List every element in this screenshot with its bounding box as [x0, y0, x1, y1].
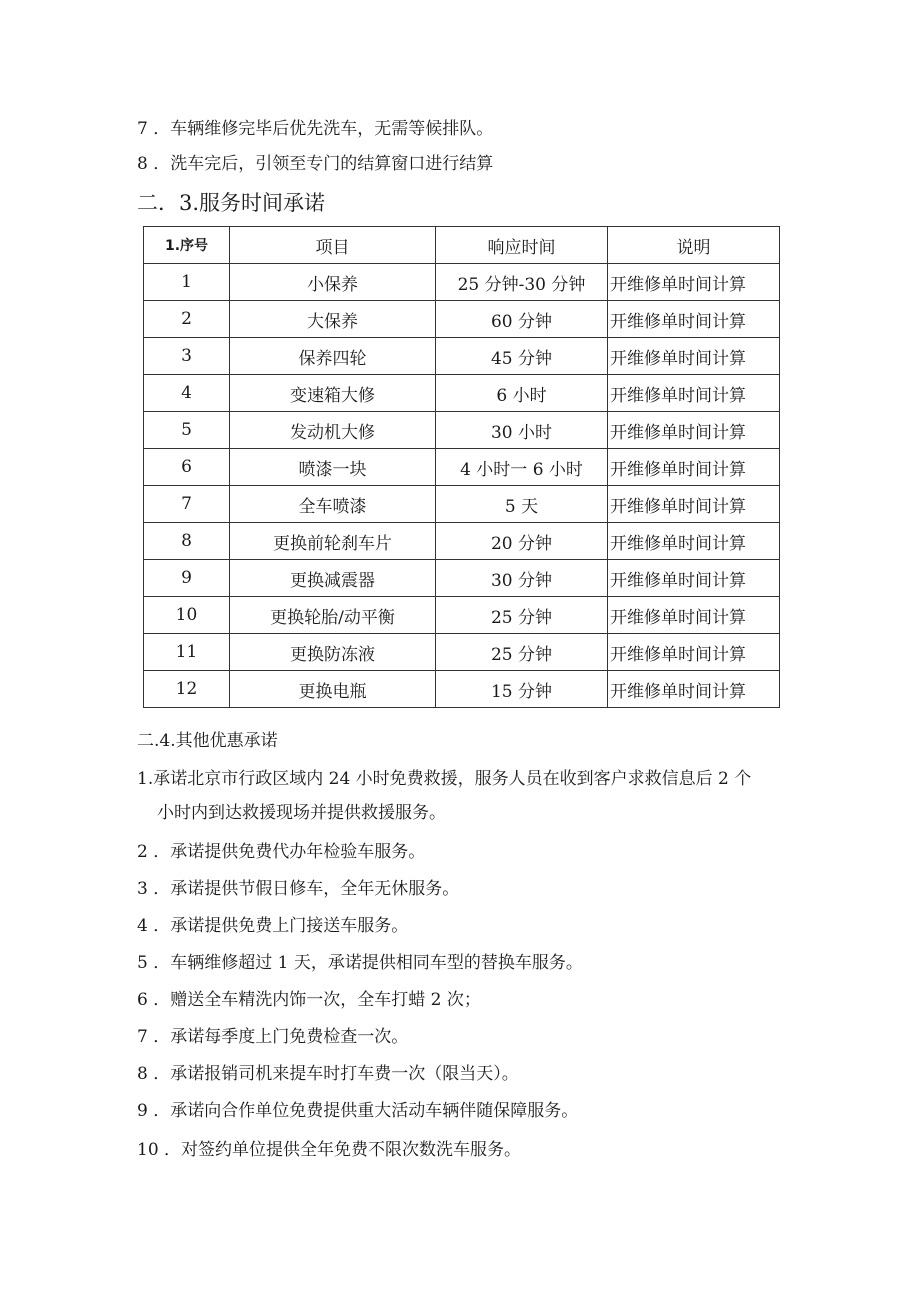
- cell-no: 12: [144, 671, 230, 708]
- cell-note: 开维修单时间计算: [608, 560, 780, 597]
- cell-time: 45 分钟: [436, 338, 608, 375]
- cell-item: 小保养: [230, 264, 436, 301]
- table-row: [144, 486, 780, 523]
- cell-time: 20 分钟: [436, 523, 608, 560]
- cell-no: 6: [144, 449, 230, 486]
- cell-time: 6 小时: [436, 375, 608, 412]
- offer-item: 2 ．承诺提供免费代办年检验车服务。: [137, 842, 426, 862]
- cell-no: 10: [144, 597, 230, 634]
- cell-time: 5 天: [436, 486, 608, 523]
- cell-item: 更换减震器: [230, 560, 436, 597]
- offer-item: 10 ．对签约单位提供全年免费不限次数洗车服务。: [137, 1140, 522, 1160]
- cell-note: 开维修单时间计算: [608, 634, 780, 671]
- table-row: [144, 523, 780, 560]
- cell-note: 开维修单时间计算: [608, 449, 780, 486]
- cell-no: 9: [144, 560, 230, 597]
- offer-item-continuation: 小时内到达救援现场并提供救援服务。: [157, 803, 446, 823]
- offer-item: 7 ．承诺每季度上门免费检查一次。: [137, 1027, 409, 1047]
- cell-note: 开维修单时间计算: [608, 412, 780, 449]
- table-row: [144, 597, 780, 634]
- offer-item: 8 ．承诺报销司机来提车时打车费一次（限当天）。: [137, 1064, 519, 1084]
- cell-time: 30 分钟: [436, 560, 608, 597]
- service-time-table: [143, 226, 780, 708]
- cell-note: 开维修单时间计算: [608, 301, 780, 338]
- offer-item: 3 ．承诺提供节假日修车，全年无休服务。: [137, 879, 460, 899]
- table-row: [144, 264, 780, 301]
- cell-note: 开维修单时间计算: [608, 264, 780, 301]
- cell-no: 11: [144, 634, 230, 671]
- offer-item: 4 ．承诺提供免费上门接送车服务。: [137, 916, 409, 936]
- cell-item: 更换前轮刹车片: [230, 523, 436, 560]
- cell-time: 25 分钟-30 分钟: [436, 264, 608, 301]
- table-row: [144, 671, 780, 708]
- table-row: [144, 634, 780, 671]
- cell-time: 30 小时: [436, 412, 608, 449]
- cell-no: 5: [144, 412, 230, 449]
- table-row: [144, 338, 780, 375]
- cell-note: 开维修单时间计算: [608, 338, 780, 375]
- cell-note: 开维修单时间计算: [608, 671, 780, 708]
- cell-note: 开维修单时间计算: [608, 597, 780, 634]
- table-row: [144, 449, 780, 486]
- cell-no: 8: [144, 523, 230, 560]
- cell-time: 60 分钟: [436, 301, 608, 338]
- cell-no: 7: [144, 486, 230, 523]
- cell-note: 开维修单时间计算: [608, 523, 780, 560]
- section-title-other-offers: 二.4.其他优惠承诺: [137, 731, 278, 751]
- cell-no: 3: [144, 338, 230, 375]
- cell-item: 更换防冻液: [230, 634, 436, 671]
- table-row: [144, 412, 780, 449]
- header-item: 项目: [230, 227, 436, 264]
- offer-item: 9 ．承诺向合作单位免费提供重大活动车辆伴随保障服务。: [137, 1101, 579, 1121]
- header-note: 说明: [608, 227, 780, 264]
- offer-item: 6 ．赠送全车精洗内饰一次，全车打蜡 2 次；: [137, 990, 481, 1010]
- offer-item: 5 ．车辆维修超过 1 天，承诺提供相同车型的替换车服务。: [137, 953, 583, 973]
- offer-item: 1.承诺北京市行政区域内 24 小时免费救援，服务人员在收到客户求救信息后 2 个: [137, 769, 752, 789]
- cell-item: 保养四轮: [230, 338, 436, 375]
- header-response-time: 响应时间: [436, 227, 608, 264]
- table-header-row: [144, 227, 780, 264]
- cell-item: 发动机大修: [230, 412, 436, 449]
- cell-no: 4: [144, 375, 230, 412]
- cell-item: 变速箱大修: [230, 375, 436, 412]
- table-row: [144, 301, 780, 338]
- header-no: 1.序号: [144, 227, 230, 264]
- cell-time: 25 分钟: [436, 597, 608, 634]
- cell-item: 更换轮胎/动平衡: [230, 597, 436, 634]
- cell-time: 4 小时一 6 小时: [436, 449, 608, 486]
- cell-item: 更换电瓶: [230, 671, 436, 708]
- cell-time: 15 分钟: [436, 671, 608, 708]
- list-item-settlement: 8 ．洗车完后，引领至专门的结算窗口进行结算: [137, 154, 494, 174]
- list-item-wash: 7 ．车辆维修完毕后优先洗车，无需等候排队。: [137, 119, 494, 139]
- cell-time: 25 分钟: [436, 634, 608, 671]
- section-title-service-time: 二．3.服务时间承诺: [137, 191, 326, 215]
- cell-item: 喷漆一块: [230, 449, 436, 486]
- cell-no: 2: [144, 301, 230, 338]
- cell-note: 开维修单时间计算: [608, 486, 780, 523]
- cell-no: 1: [144, 264, 230, 301]
- cell-note: 开维修单时间计算: [608, 375, 780, 412]
- cell-item: 大保养: [230, 301, 436, 338]
- table-row: [144, 560, 780, 597]
- cell-item: 全车喷漆: [230, 486, 436, 523]
- table-row: [144, 375, 780, 412]
